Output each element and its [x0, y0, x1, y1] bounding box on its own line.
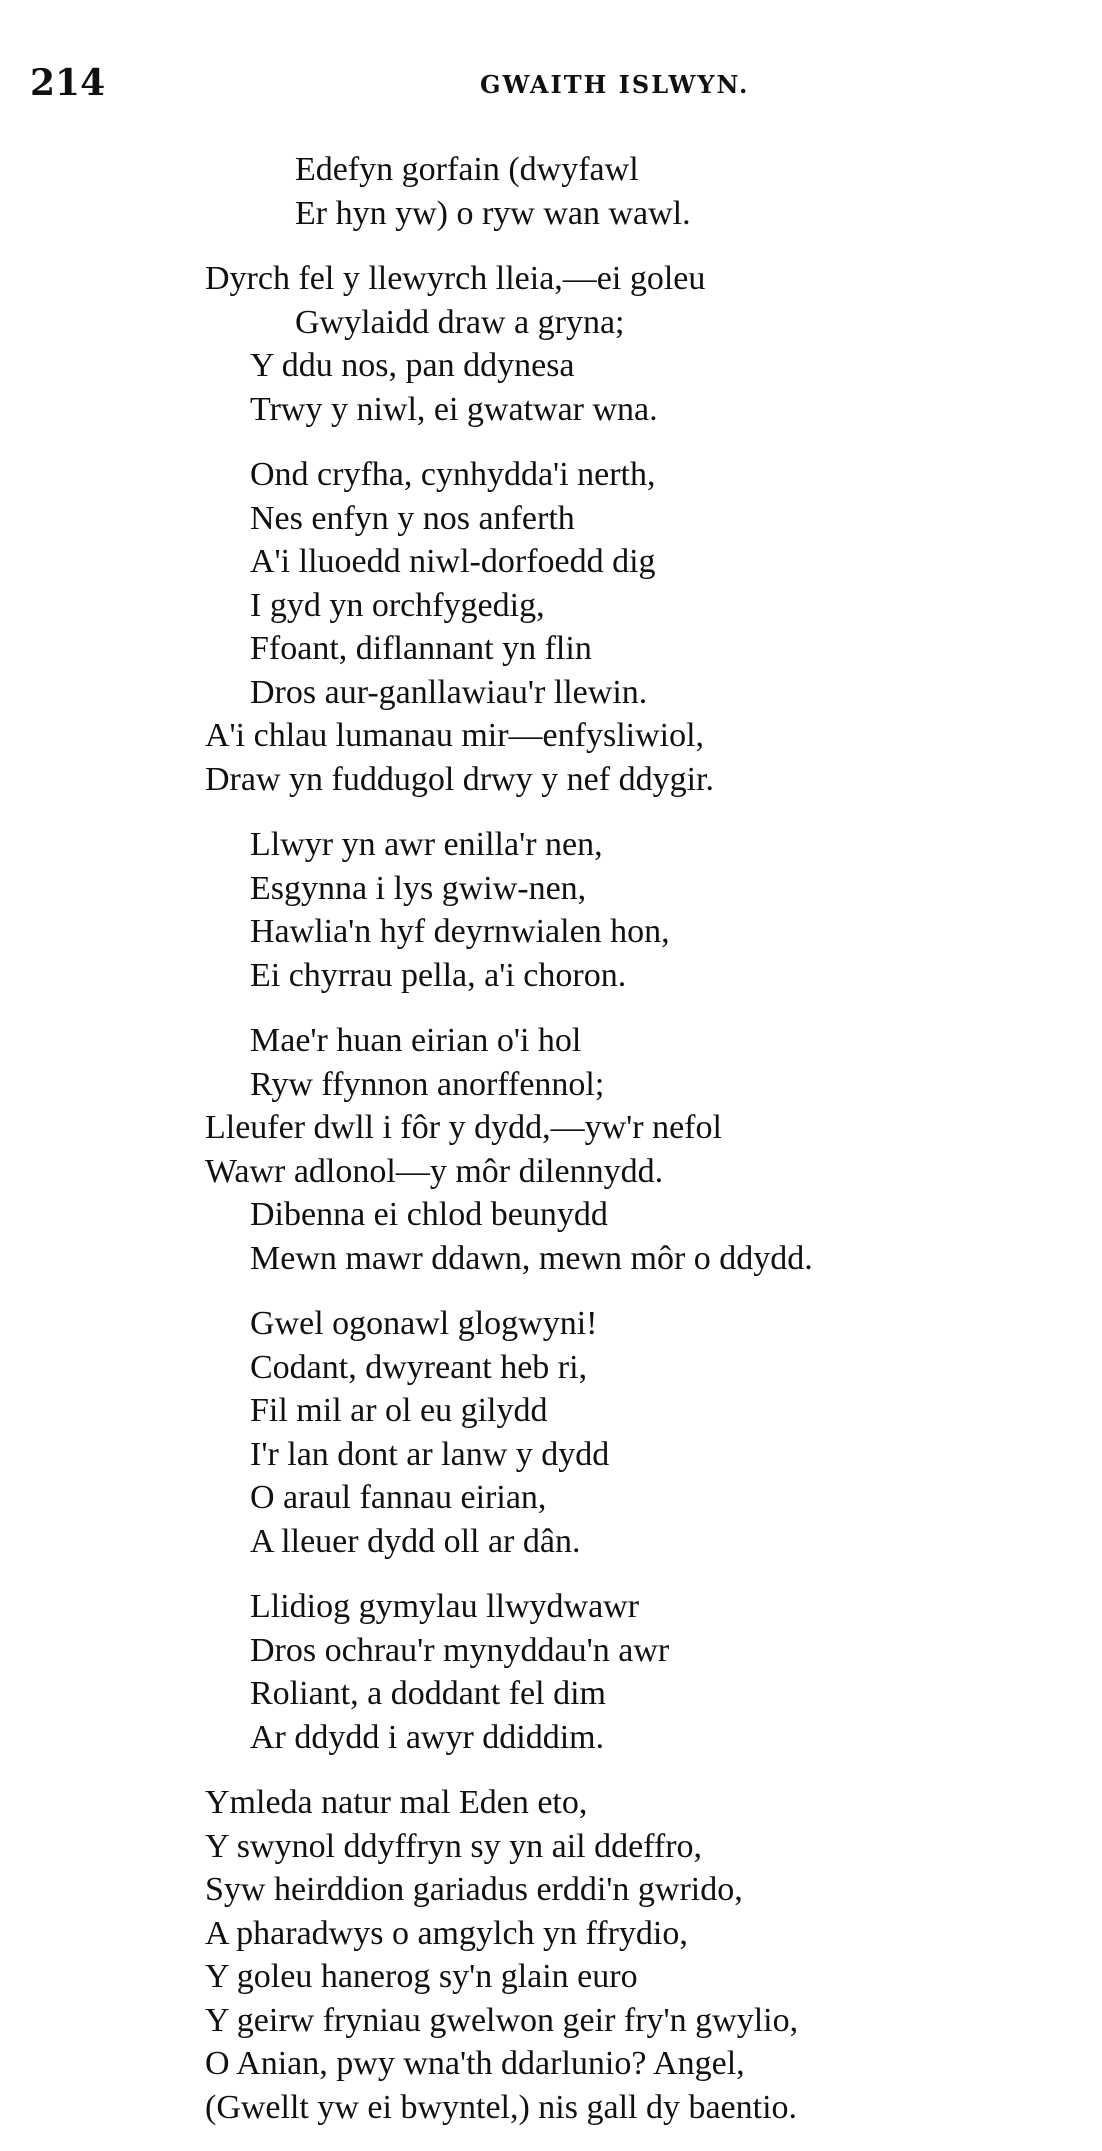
- poem-line: Fil mil ar ol eu gilydd: [250, 1392, 548, 1429]
- poem-line: Dibenna ei chlod beunydd: [250, 1196, 608, 1233]
- stanza: [0, 453, 1102, 801]
- stanza: [0, 1019, 1102, 1280]
- poem-line: Hawlia'n hyf deyrnwialen hon,: [250, 913, 670, 950]
- poem-line: O araul fannau eirian,: [250, 1479, 547, 1516]
- poem-line: Trwy y niwl, ei gwatwar wna.: [250, 390, 658, 428]
- poem-line: Mewn mawr ddawn, mewn môr o ddydd.: [250, 1239, 813, 1277]
- poem-line: Edefyn gorfain (dwyfawl: [295, 151, 639, 188]
- poem-line: Nes enfyn y nos anferth: [250, 499, 575, 537]
- stanza: [0, 148, 1102, 235]
- poem-line: Syw heirddion gariadus erddi'n gwrido,: [205, 1871, 743, 1908]
- page-header: [30, 62, 1070, 102]
- poem-body: [0, 148, 1102, 2151]
- poem-line: I gyd yn orchfygedig,: [250, 586, 545, 624]
- poem-line: Y swynol ddyffryn sy yn ail ddeffro,: [205, 1827, 703, 1865]
- poem-line: Mae'r huan eirian o'i hol: [250, 1022, 582, 1059]
- poem-line: Y geirw fryniau gwelwon geir fry'n gwylio,: [205, 2001, 799, 2039]
- poem-line: A'i chlau lumanau mir—enfysliwiol,: [205, 717, 705, 754]
- poem-line: Llidiog gymylau llwydwawr: [250, 1588, 640, 1625]
- stanza: [0, 1302, 1102, 1563]
- poem-line: Roliant, a doddant fel dim: [250, 1675, 606, 1712]
- poem-line: Dros ochrau'r mynyddau'n awr: [250, 1631, 670, 1669]
- poem-line: Ei chyrrau pella, a'i choron.: [250, 956, 627, 994]
- poem-line: Dros aur-ganllawiau'r llewin.: [250, 673, 648, 711]
- poem-line: Ymleda natur mal Eden eto,: [205, 1784, 588, 1821]
- poem-line: (Gwellt yw ei bwyntel,) nis gall dy baentio.: [205, 2088, 798, 2126]
- stanza: [0, 1585, 1102, 1759]
- page-number: 214: [30, 62, 106, 104]
- poem-line: Y goleu hanerog sy'n glain euro: [205, 1958, 638, 1995]
- poem-line: Dyrch fel y llewyrch lleia,—ei goleu: [205, 260, 706, 297]
- poem-line: Ar ddydd i awyr ddiddim.: [250, 1718, 605, 1756]
- poem-line: Lleufer dwll i fôr y dydd,—yw'r nefol: [205, 1109, 722, 1146]
- stanza: [0, 257, 1102, 431]
- poem-line: Codant, dwyreant heb ri,: [250, 1348, 588, 1386]
- stanza: [0, 823, 1102, 997]
- poem-line: Gwylaidd draw a gryna;: [295, 303, 625, 341]
- poem-line: A'i lluoedd niwl-dorfoedd dig: [250, 543, 656, 580]
- poem-line: Llwyr yn awr enilla'r nen,: [250, 826, 603, 863]
- poem-line: Y ddu nos, pan ddynesa: [250, 347, 575, 384]
- poem-line: A lleuer dydd oll ar dân.: [250, 1522, 581, 1560]
- poem-line: O Anian, pwy wna'th ddarlunio? Angel,: [205, 2045, 745, 2082]
- poem-line: Wawr adlonol—y môr dilennydd.: [205, 1152, 664, 1190]
- poem-line: Er hyn yw) o ryw wan wawl.: [295, 194, 691, 232]
- poem-line: Ond cryfha, cynhydda'i nerth,: [250, 456, 656, 493]
- poem-line: Ryw ffynnon anorffennol;: [250, 1065, 605, 1103]
- poem-line: Gwel ogonawl glogwyni!: [250, 1305, 598, 1342]
- poem-line: A pharadwys o amgylch yn ffrydio,: [205, 1914, 688, 1952]
- poem-line: Draw yn fuddugol drwy y nef ddygir.: [205, 760, 714, 798]
- stanza: [0, 1781, 1102, 2129]
- poem-line: Esgynna i lys gwiw-nen,: [250, 869, 587, 907]
- poem-line: I'r lan dont ar lanw y dydd: [250, 1435, 610, 1473]
- poem-line: Ffoant, diflannant yn flin: [250, 630, 592, 667]
- running-title: GWAITH ISLWYN.: [480, 70, 750, 99]
